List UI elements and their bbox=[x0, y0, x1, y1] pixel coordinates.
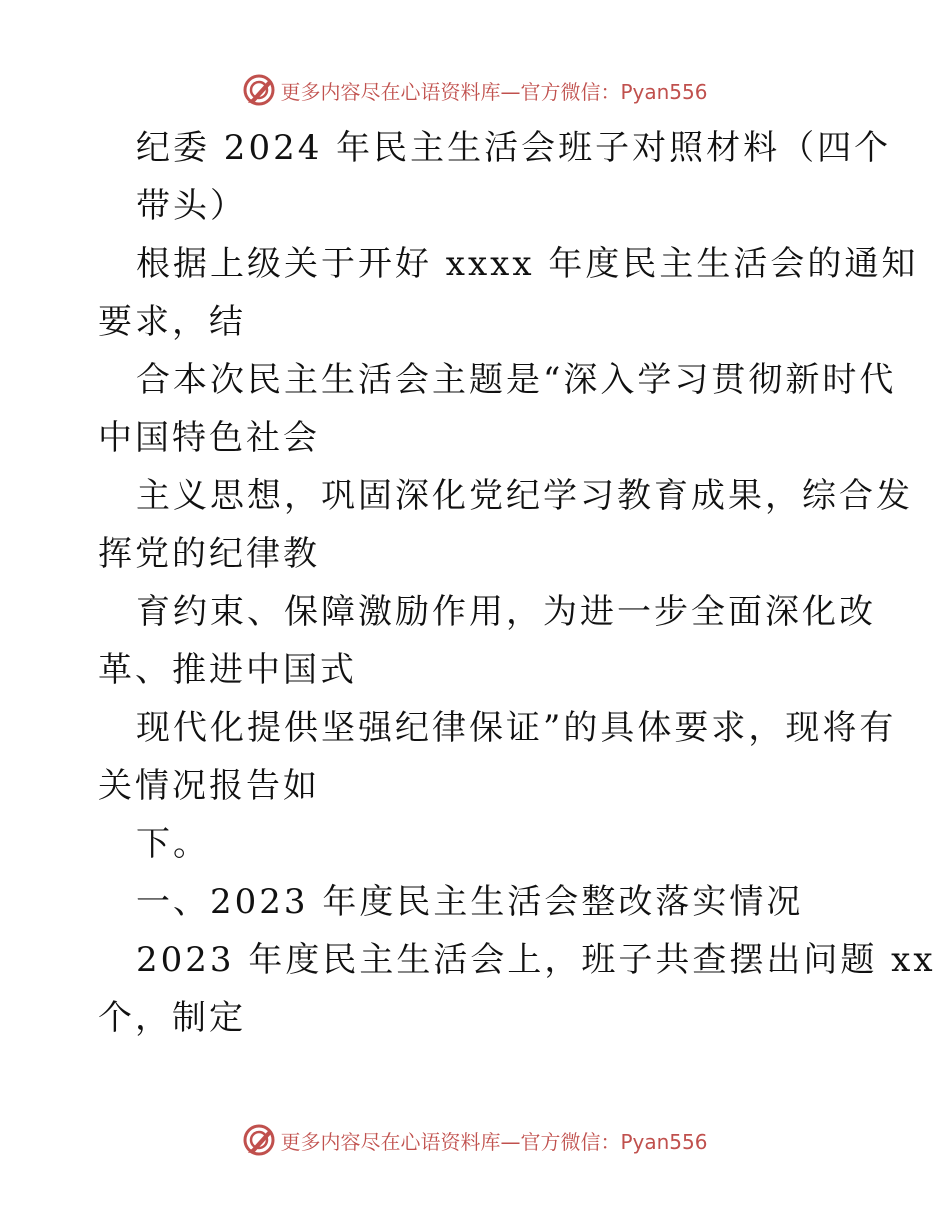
paragraph-line: 中国特色社会 bbox=[98, 418, 320, 458]
title-line-1: 纪委 2024 年民主生活会班子对照材料（四个 bbox=[136, 128, 892, 168]
paragraph-line: 下。 bbox=[136, 824, 210, 864]
paragraph-line: 要求，结 bbox=[98, 302, 246, 342]
paragraph-line: 根据上级关于开好 xxxx 年度民主生活会的通知 bbox=[136, 244, 919, 284]
footer-watermark bbox=[0, 1120, 950, 1160]
header-watermark bbox=[0, 70, 950, 110]
header-watermark-text: 更多内容尽在心语资料库—官方微信：Pyan556 bbox=[280, 79, 708, 104]
paragraph-line: 育约束、保障激励作用，为进一步全面深化改 bbox=[136, 592, 876, 632]
section-heading: 一、2023 年度民主生活会整改落实情况 bbox=[136, 882, 804, 922]
footer-watermark-text: 更多内容尽在心语资料库—官方微信：Pyan556 bbox=[280, 1129, 708, 1154]
pen-logo-icon bbox=[242, 1123, 276, 1157]
title-line-2: 带头） bbox=[136, 186, 247, 226]
paragraph-line: 革、推进中国式 bbox=[98, 650, 357, 690]
paragraph-line: 2023 年度民主生活会上，班子共查摆出问题 xx bbox=[136, 940, 936, 980]
paragraph-line: 现代化提供坚强纪律保证”的具体要求，现将有 bbox=[136, 708, 897, 748]
paragraph-line: 个，制定 bbox=[98, 998, 246, 1038]
paragraph-line: 合本次民主生活会主题是“深入学习贯彻新时代 bbox=[136, 360, 897, 400]
paragraph-line: 挥党的纪律教 bbox=[98, 534, 320, 574]
paragraph-line: 主义思想，巩固深化党纪学习教育成果，综合发 bbox=[136, 476, 913, 516]
paragraph-line: 关情况报告如 bbox=[98, 766, 320, 806]
pen-logo-icon bbox=[242, 73, 276, 107]
